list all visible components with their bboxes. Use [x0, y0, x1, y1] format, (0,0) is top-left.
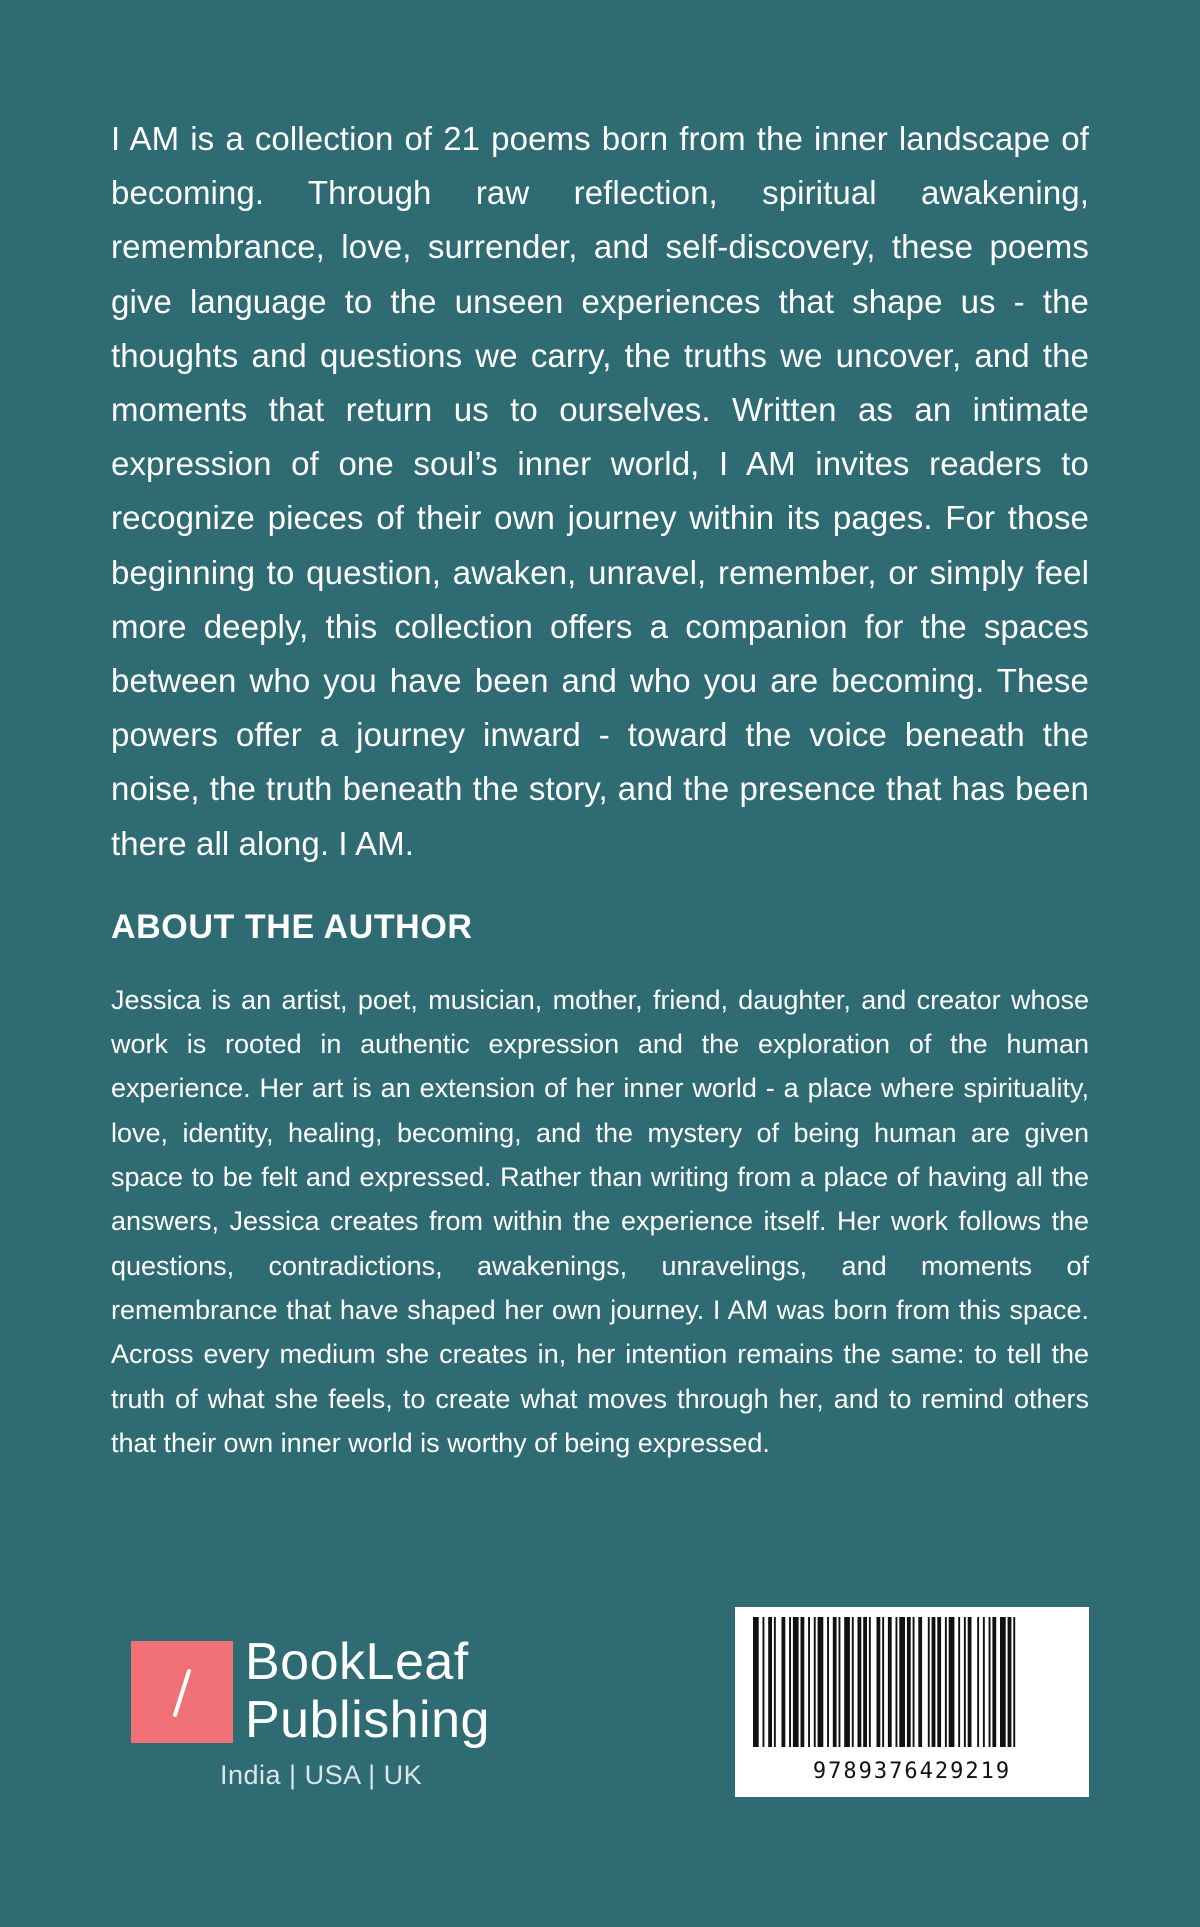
barcode-bar — [945, 1617, 947, 1747]
barcode-bar — [964, 1617, 966, 1747]
about-author-text: Jessica is an artist, poet, musician, mother, friend, daughter, and creator whose work is rooted in authentic expression and the exploration of the human experience. Her art is an extension of her inner world - a place where spirituality, love, identity, healing, becoming, and the mystery of being human are given space to be felt and expressed. Rather than writing from a place of having all the answers, Jessica creates from within the experience itself. Her work follows the questions, contradictions, awakenings, unravelings, and moments of remembrance that have shaped her own journey. I AM was born from this space. Across every medium she creates in, her intention remains the same: to tell the truth of what she feels, to create what moves through her, and to remind others that their own inner world is worthy of being expressed. — [111, 984, 1089, 1458]
barcode-bar — [763, 1617, 765, 1747]
barcode-bar — [814, 1617, 816, 1747]
barcode-bar — [949, 1617, 955, 1747]
barcode-bar — [768, 1617, 772, 1747]
barcode-icon — [749, 1617, 1075, 1753]
barcode-bar — [1013, 1617, 1015, 1747]
isbn-number: 9789376429219 — [812, 1759, 1012, 1784]
barcode-bar — [899, 1617, 905, 1747]
barcode-bar — [753, 1617, 759, 1747]
barcode-bar — [989, 1617, 991, 1747]
about-author-heading: ABOUT THE AUTHOR — [111, 907, 473, 946]
barcode-bar — [793, 1617, 799, 1747]
barcode-bar — [833, 1617, 837, 1747]
barcode-bar — [983, 1617, 985, 1747]
book-blurb: I AM is a collection of 21 poems born from the inner landscape of becoming. Through raw reflection, spiritual awakening, remembrance, love, surrender, and self-discovery, these poems give language to the unseen experiences that shape us - the thoughts and questions we carry, the truths we uncover, and the moments that return us to ourselves. Written as an intimate expression of one soul’s inner world, I AM invites readers to recognize pieces of their own journey within its pages. For those beginning to question, awaken, unravel, remember, or simply feel more deeply, this collection offers a companion for the spaces between who you have been and who you are becoming. These powers offer a journey inward - toward the voice beneath the noise, the truth beneath the story, and the presence that has been there all along. I AM. — [111, 120, 1089, 862]
barcode-bar — [782, 1617, 786, 1747]
barcode-bar — [913, 1617, 915, 1747]
barcode-bar — [937, 1617, 941, 1747]
barcode-bar — [977, 1617, 979, 1747]
back-cover-content — [111, 112, 1089, 1465]
publisher-name — [245, 1633, 490, 1749]
barcode-bar — [968, 1617, 972, 1747]
barcode-bar — [1008, 1617, 1012, 1747]
barcode-bar — [896, 1617, 898, 1747]
barcode-bar — [869, 1617, 871, 1747]
barcode-bar — [852, 1617, 854, 1747]
barcode-bar — [789, 1617, 791, 1747]
barcode-bar — [844, 1617, 850, 1747]
barcode-bar — [888, 1617, 892, 1747]
barcode-bar — [877, 1617, 881, 1747]
barcode-bar — [774, 1617, 776, 1747]
barcode-bar — [858, 1617, 862, 1747]
barcode-bar — [928, 1617, 930, 1747]
barcode-bar — [958, 1617, 960, 1747]
publisher-name-line2: Publishing — [245, 1691, 490, 1749]
publisher-countries: India | USA | UK — [220, 1760, 423, 1790]
barcode-bar — [992, 1617, 996, 1747]
slash-logo-icon — [131, 1641, 233, 1743]
barcode-bar — [827, 1617, 829, 1747]
barcode-bar — [918, 1617, 922, 1747]
publisher-logo — [131, 1633, 531, 1806]
isbn-barcode — [735, 1607, 1089, 1797]
barcode-bar — [839, 1617, 841, 1747]
barcode-bar — [932, 1617, 936, 1747]
publisher-name-line1: BookLeaf — [245, 1633, 469, 1691]
barcode-bar — [801, 1617, 805, 1747]
barcode-bar — [907, 1617, 911, 1747]
barcode-bar — [863, 1617, 867, 1747]
barcode-bar — [882, 1617, 884, 1747]
barcode-bar — [818, 1617, 824, 1747]
barcode-bar — [808, 1617, 810, 1747]
barcode-bar — [1000, 1617, 1006, 1747]
